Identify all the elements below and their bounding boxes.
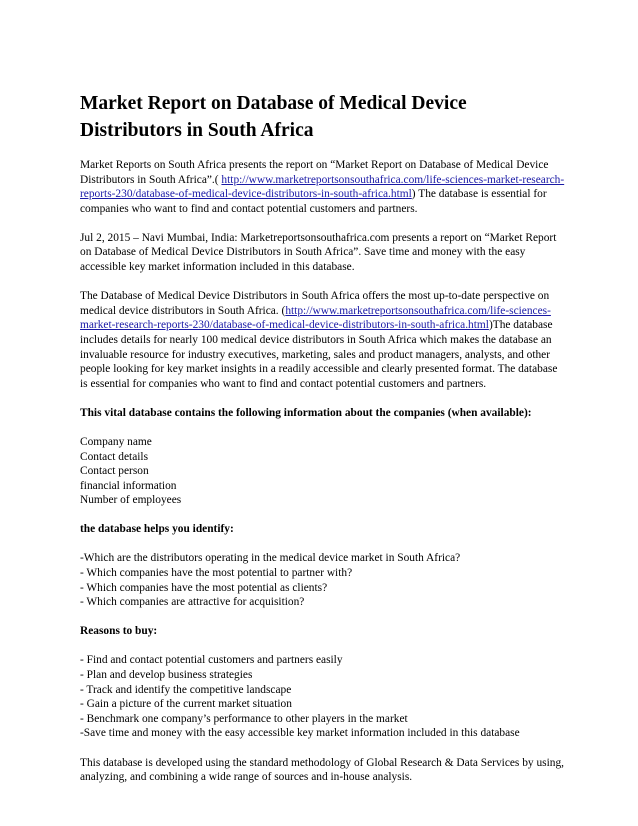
report-link-1[interactable]: http://www.marketreportsonsouthafrica.com/life-sciences-market-research-reports-230/database-of-medical-device-distributors-in-south-africa.html: [80, 173, 565, 201]
list-item: - Benchmark one company’s performance to other players in the market: [80, 712, 408, 725]
list-item: - Which companies have the most potential as clients?: [80, 581, 328, 594]
reasons-list: [80, 653, 566, 741]
list-item: - Track and identify the competitive landscape: [80, 683, 292, 696]
contains-heading: This vital database contains the following information about the companies (when available):: [80, 406, 532, 419]
intro-text-before: Market Reports on South Africa presents the report on “Market Report on Database of Medical Device Distributors in South Africa”.(: [80, 159, 549, 186]
list-item: Contact details: [80, 450, 149, 463]
list-item: Contact person: [80, 465, 149, 478]
list-item: Number of employees: [80, 494, 182, 507]
list-item: financial information: [80, 479, 177, 492]
contains-list: [80, 435, 566, 508]
identify-list: [80, 551, 566, 609]
list-item: - Which companies are attractive for acquisition?: [80, 596, 305, 609]
report-link-2[interactable]: http://www.marketreportsonsouthafrica.com/life-sciences-market-research-reports-230/database-of-medical-device-distributors-in-south-africa.html: [80, 304, 551, 332]
reasons-heading: Reasons to buy:: [80, 625, 158, 638]
list-item: Company name: [80, 435, 152, 448]
identify-heading: the database helps you identify:: [80, 523, 234, 536]
list-item: - Plan and develop business strategies: [80, 669, 253, 682]
list-item: -Which are the distributors operating in the medical device market in South Africa?: [80, 552, 461, 565]
description-text-before: The Database of Medical Device Distributors in South Africa offers the most up-to-date perspective on medical device distributors in South Africa. (: [80, 290, 550, 317]
methodology-paragraph: This database is developed using the standard methodology of Global Research & Data Services by using, analyzing, and combining a wide range of sources and in-house analysis.: [80, 756, 564, 784]
list-item: - Gain a picture of the current market situation: [80, 698, 292, 711]
list-item: - Find and contact potential customers and partners easily: [80, 654, 343, 667]
intro-text-after: ) The database is essential for companies who want to find and contact potential customers and partners.: [80, 188, 547, 215]
list-item: -Save time and money with the easy accessible key market information included in this database: [80, 727, 520, 740]
list-item: - Which companies have the most potential to partner with?: [80, 567, 353, 580]
press-release-paragraph: Jul 2, 2015 – Navi Mumbai, India: Marketreportsonsouthafrica.com presents a report on “Market Report on Database of Medical Device Distributors in South Africa”. Save time and money with the easy accessible key market information included in this database.: [80, 231, 557, 274]
description-paragraph: [80, 289, 566, 391]
document-title: Market Report on Database of Medical Device Distributors in South Africa: [80, 93, 467, 141]
intro-paragraph: [80, 158, 566, 216]
description-text-after: )The database includes details for nearly 100 medical device distributors in South Africa which makes the database an invaluable resource for industry executives, marketing, sales and product managers, analysts, and other people looking for key market insights in a readily accessible and clearly presented format. The database is essential for companies who want to find and contact potential customers and partners.: [80, 319, 558, 390]
